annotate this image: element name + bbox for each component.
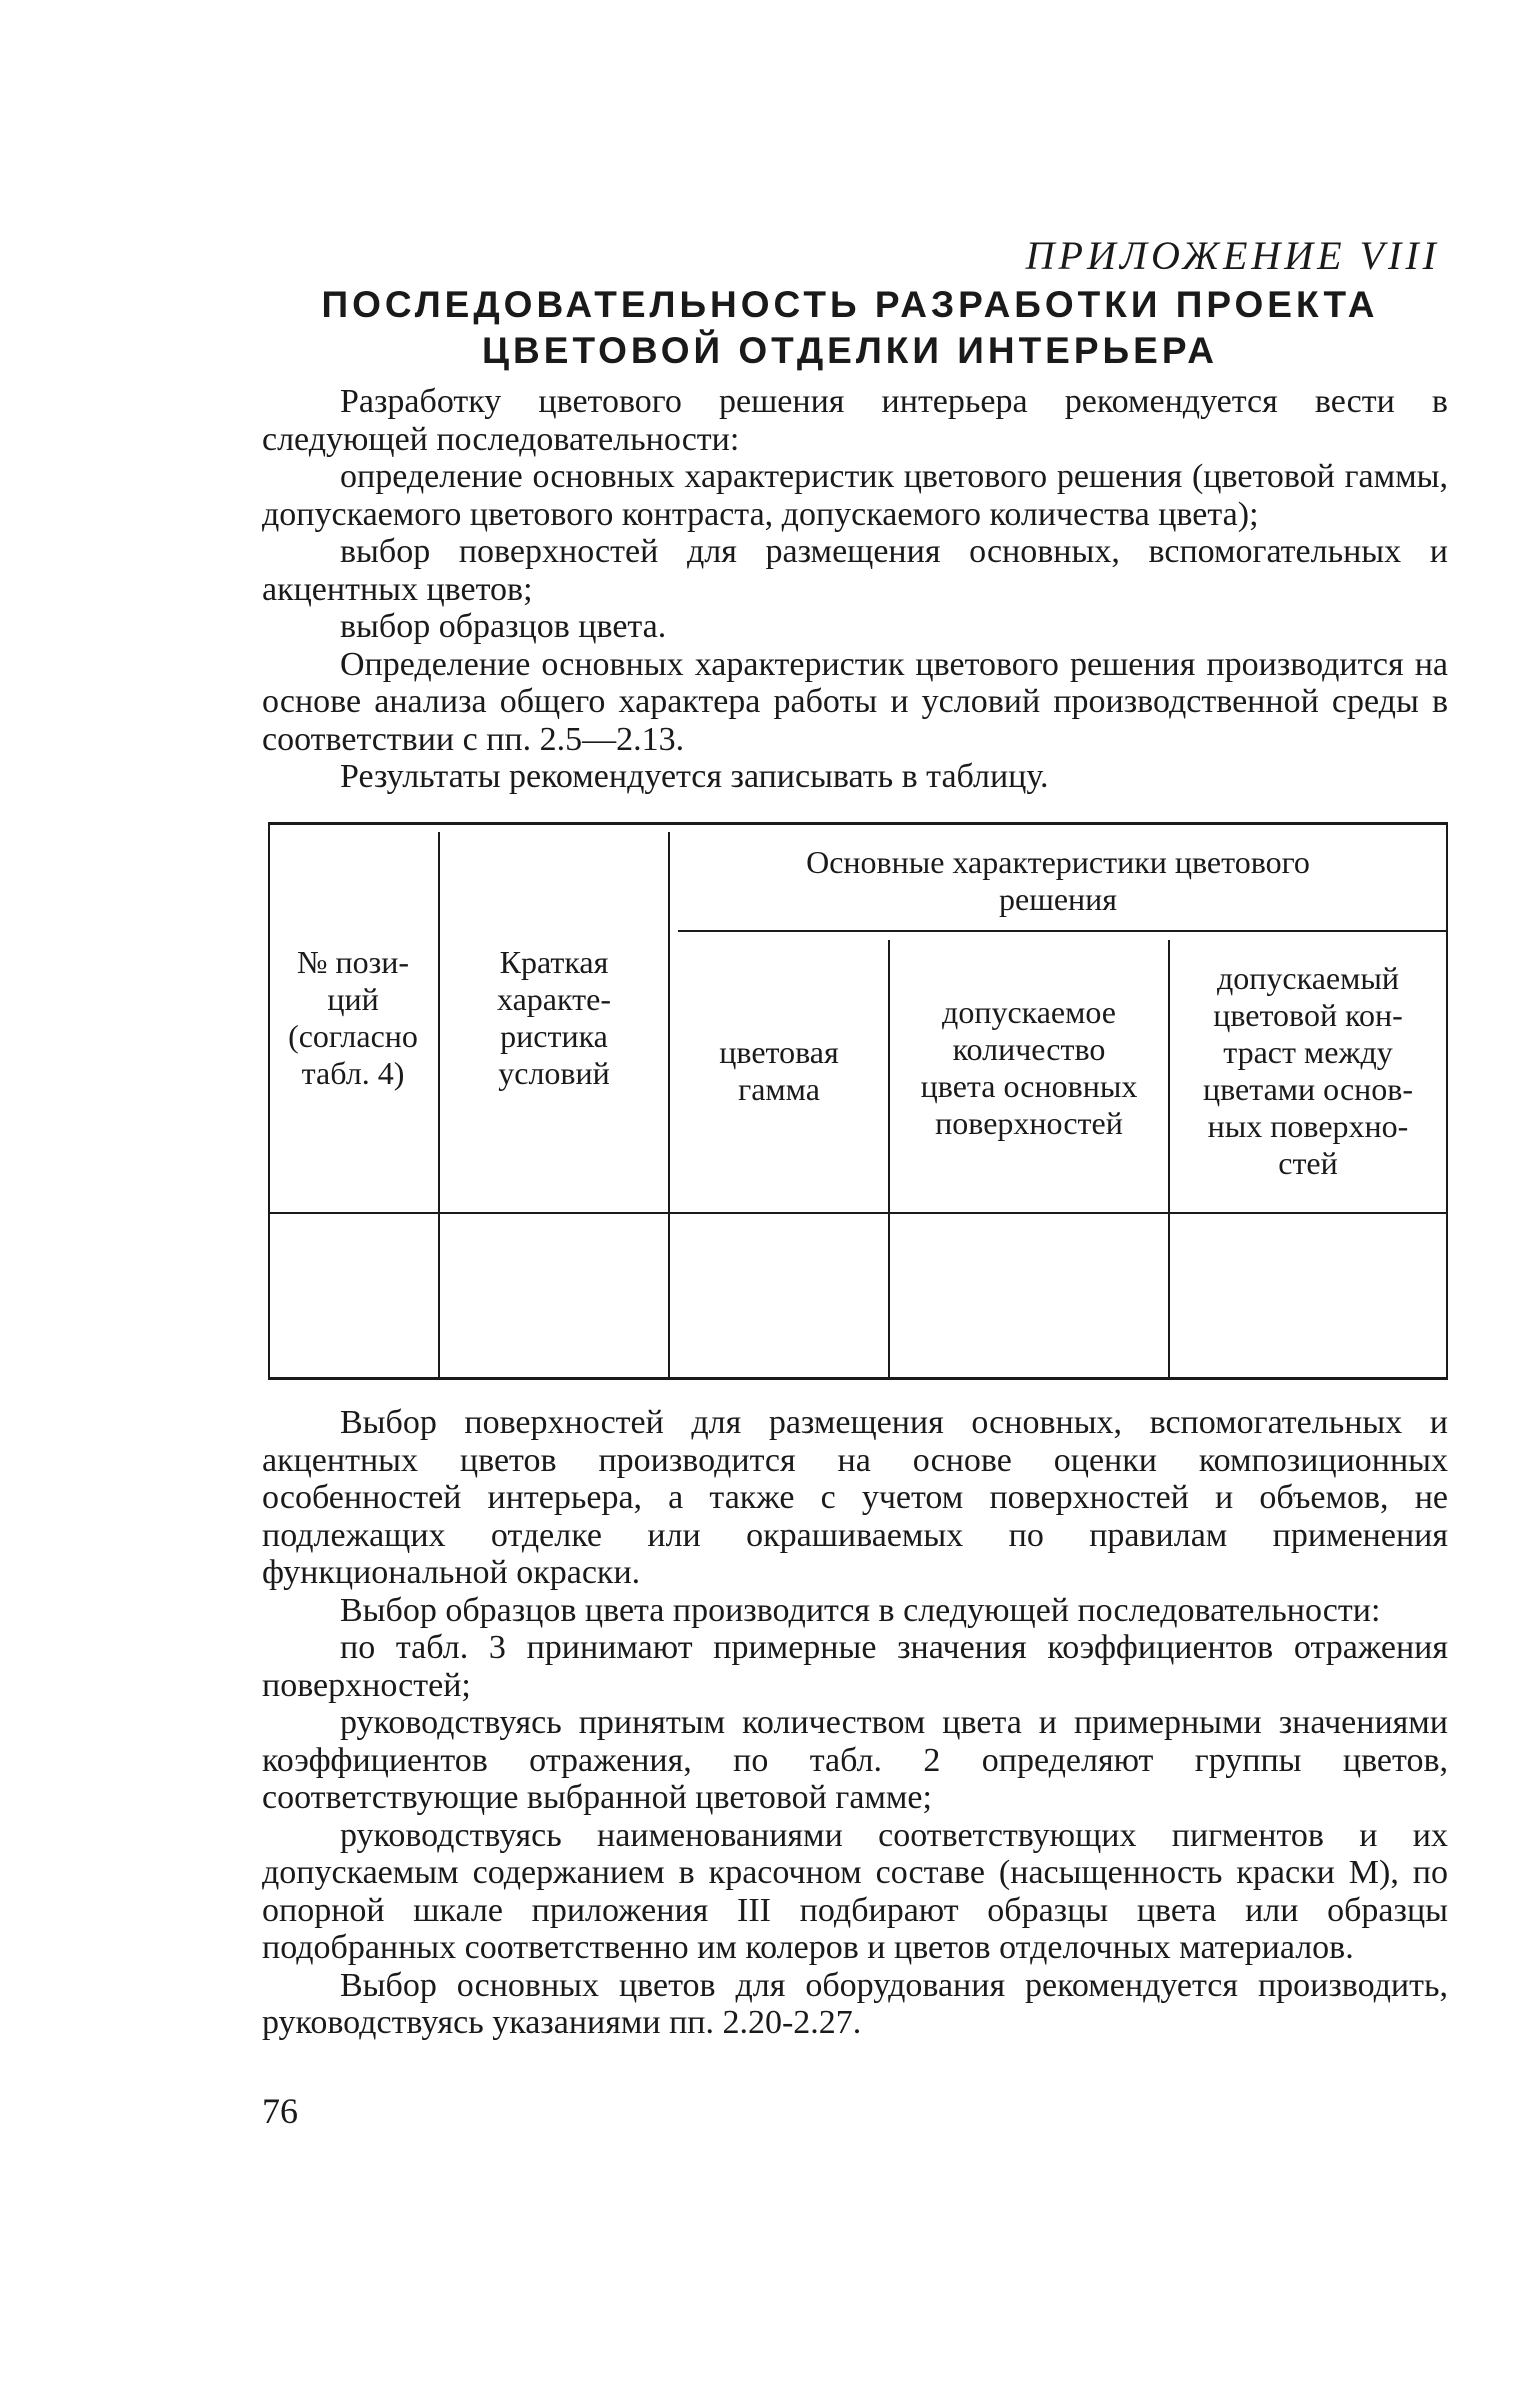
paragraph: выбор поверхностей для размещения основных, вспомогательных и акцентных цветов;	[262, 533, 1448, 608]
header-color-contrast: допускаемый цветовой кон- траст между цветами основ- ных поверхно- стей	[1202, 960, 1414, 1181]
header-color-gamut: цветовая гамма	[719, 1034, 839, 1107]
paragraph: руководствуясь наименованиями соответствующих пигментов и их допускаемым содержанием в красочном составе (насыщенность краски М), по опорной шкале приложения III подбирают образцы цвета или образцы подобранных соответственно им колеров и цветов отделочных материалов.	[262, 1816, 1448, 1966]
paragraph: Выбор образцов цвета производится в следующей последовательности:	[340, 1591, 1381, 1629]
table-right-border	[1446, 822, 1448, 1380]
intro-text	[262, 383, 1448, 796]
header-position-number: № пози- ций (согласно табл. 4)	[288, 944, 418, 1091]
paragraph: Выбор основных цветов для оборудования рекомендуется производить, руководствуясь указаниями пп. 2.20-2.27.	[262, 1966, 1448, 2041]
paragraph: по табл. 3 принимают примерные значения коэффициентов отражения поверхностей;	[262, 1629, 1448, 1704]
page-number: 76	[262, 2091, 298, 2131]
paragraph: Определение основных характеристик цветового решения производится на основе анализа общего характера работы и условий производственной среды в соответствии с пп. 2.5—2.13.	[262, 645, 1448, 758]
results-table	[268, 822, 1448, 1380]
header-conditions: Краткая характе- ристика условий	[497, 944, 611, 1091]
paragraph: выбор образцов цвета.	[340, 608, 667, 645]
table-top-border	[268, 822, 1448, 825]
body-text	[262, 1404, 1448, 2042]
header-main-characteristics: Основные характеристики цветового решения	[806, 844, 1310, 917]
paragraph: руководствуясь принятым количеством цвета и примерными значениями коэффициентов отражения, по табл. 2 определяют группы цветов, соответствующие выбранной цветовой гамме;	[262, 1704, 1448, 1816]
table-left-border	[268, 822, 270, 1380]
appendix-label: ПРИЛОЖЕНИЕ VIII	[1025, 233, 1440, 278]
paragraph: Результаты рекомендуется записывать в таблицу.	[340, 758, 1049, 795]
page-title	[260, 282, 1440, 374]
paragraph: Выбор поверхностей для размещения основных, вспомогательных и акцентных цветов производится на основе оценки композиционных особенностей интерьера, а также с учетом поверхностей и объемов, не подлежащих отделке или окрашиваемых по правилам применения функциональной окраски.	[262, 1404, 1448, 1591]
paragraph: Разработку цветового решения интерьера рекомендуется вести в следующей последовательности:	[262, 383, 1448, 458]
table-group-divider	[678, 930, 1448, 932]
table-col-divider-1	[438, 832, 440, 1380]
header-color-quantity: допускаемое количество цвета основных поверхностей	[920, 994, 1138, 1141]
title-line-2: ЦВЕТОВОЙ ОТДЕЛКИ ИНТЕРЬЕРА	[482, 330, 1218, 371]
title-line-1: ПОСЛЕДОВАТЕЛЬНОСТЬ РАЗРАБОТКИ ПРОЕКТА	[321, 284, 1379, 325]
table-bottom-border	[268, 1377, 1448, 1380]
table-header-divider	[268, 1212, 1448, 1214]
paragraph: определение основных характеристик цветового решения (цветовой гаммы, допускаемого цветового контраста, допускаемого количества цвета);	[262, 458, 1448, 533]
